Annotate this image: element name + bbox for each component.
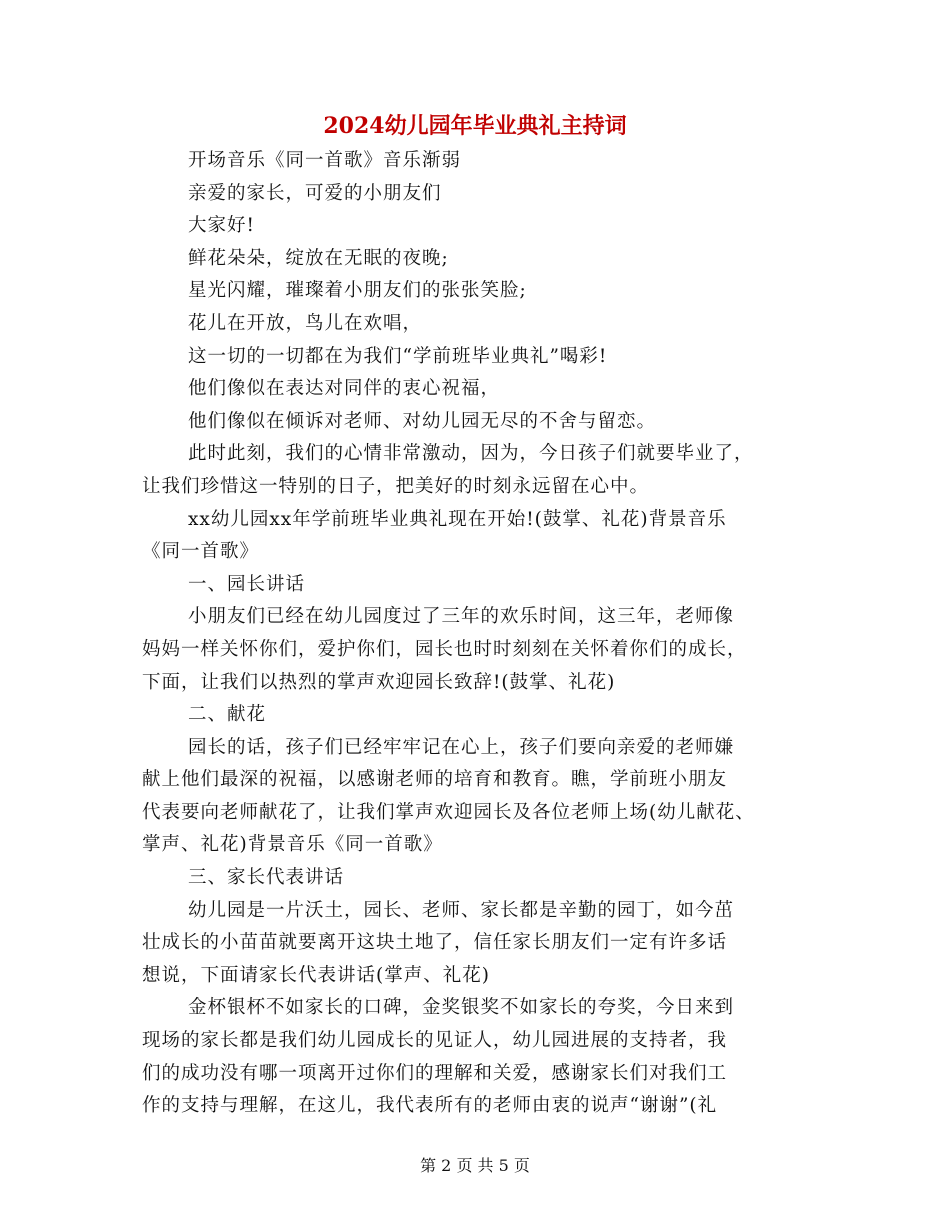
text-line: 金杯银杯不如家长的口碑，金奖银奖不如家长的夸奖，今日来到: [188, 997, 735, 1019]
text-line: 星光闪耀，璀璨着小朋友们的张张笑脸;: [188, 280, 527, 302]
text-line: 掌声、礼花)背景音乐《同一首歌》: [142, 834, 443, 856]
text-line: 下面，让我们以热烈的掌声欢迎园长致辞!(鼓掌、礼花): [142, 671, 616, 693]
text-line: 鲜花朵朵，绽放在无眠的夜晚;: [188, 247, 449, 269]
document-title: 2024幼儿园年毕业典礼主持词: [323, 113, 627, 139]
text-line: 想说，下面请家长代表讲话(掌声、礼花): [142, 964, 490, 986]
text-line: 他们像似在表达对同伴的衷心祝福，: [188, 378, 501, 400]
text-line: 献上他们最深的祝福，以感谢老师的培育和教育。瞧，学前班小朋友: [142, 769, 728, 791]
text-line: 幼儿园是一片沃土，园长、老师、家长都是辛勤的园丁，如今茁: [188, 899, 735, 921]
text-line: 一、园长讲话: [188, 573, 306, 595]
text-line: 二、献花: [188, 704, 267, 726]
text-line: xx幼儿园xx年学前班毕业典礼现在开始!(鼓掌、礼花)背景音乐: [188, 508, 727, 530]
text-line: 代表要向老师献花了，让我们掌声欢迎园长及各位老师上场(幼儿献花、: [142, 801, 755, 823]
text-line: 花儿在开放，鸟儿在欢唱，: [188, 312, 423, 334]
text-line: 现场的家长都是我们幼儿园成长的见证人，幼儿园进展的支持者，我: [142, 1030, 728, 1052]
text-line: 园长的话，孩子们已经牢牢记在心上，孩子们要向亲爱的老师嫌: [188, 736, 735, 758]
text-line: 开场音乐《同一首歌》音乐渐弱: [188, 150, 462, 171]
text-line: 这一切的一切都在为我们“学前班毕业典礼”喝彩!: [188, 345, 608, 367]
text-line: 《同一首歌》: [142, 541, 260, 563]
document-body: [142, 145, 810, 1123]
text-line: 他们像似在倾诉对老师、对幼儿园无尽的不舍与留恋。: [188, 410, 657, 432]
text-line: 亲爱的家长，可爱的小朋友们: [188, 182, 442, 204]
text-line: 妈妈一样关怀你们，爱护你们，园长也时时刻刻在关怀着你们的成长，: [142, 638, 747, 660]
text-line: 小朋友们已经在幼儿园度过了三年的欢乐时间，这三年，老师像: [188, 606, 735, 628]
text-line: 让我们珍惜这一特别的日子，把美好的时刻永远留在心中。: [142, 475, 650, 497]
text-line: 此时此刻，我们的心情非常激动，因为，今日孩子们就要毕业了，: [188, 443, 754, 465]
text-line: 壮成长的小苗苗就要离开这块土地了，信任家长朋友们一定有许多话: [142, 932, 728, 954]
text-line: 三、家长代表讲话: [188, 867, 345, 889]
text-line: 们的成功没有哪一项离开过你们的理解和关爱，感谢家长们对我们工: [142, 1062, 728, 1084]
text-line: 大家好!: [188, 215, 255, 237]
text-line: 作的支持与理解，在这儿，我代表所有的老师由衷的说声“谢谢”(礼: [142, 1095, 718, 1117]
page-footer: 第 2 页 共 5 页: [420, 1156, 530, 1175]
